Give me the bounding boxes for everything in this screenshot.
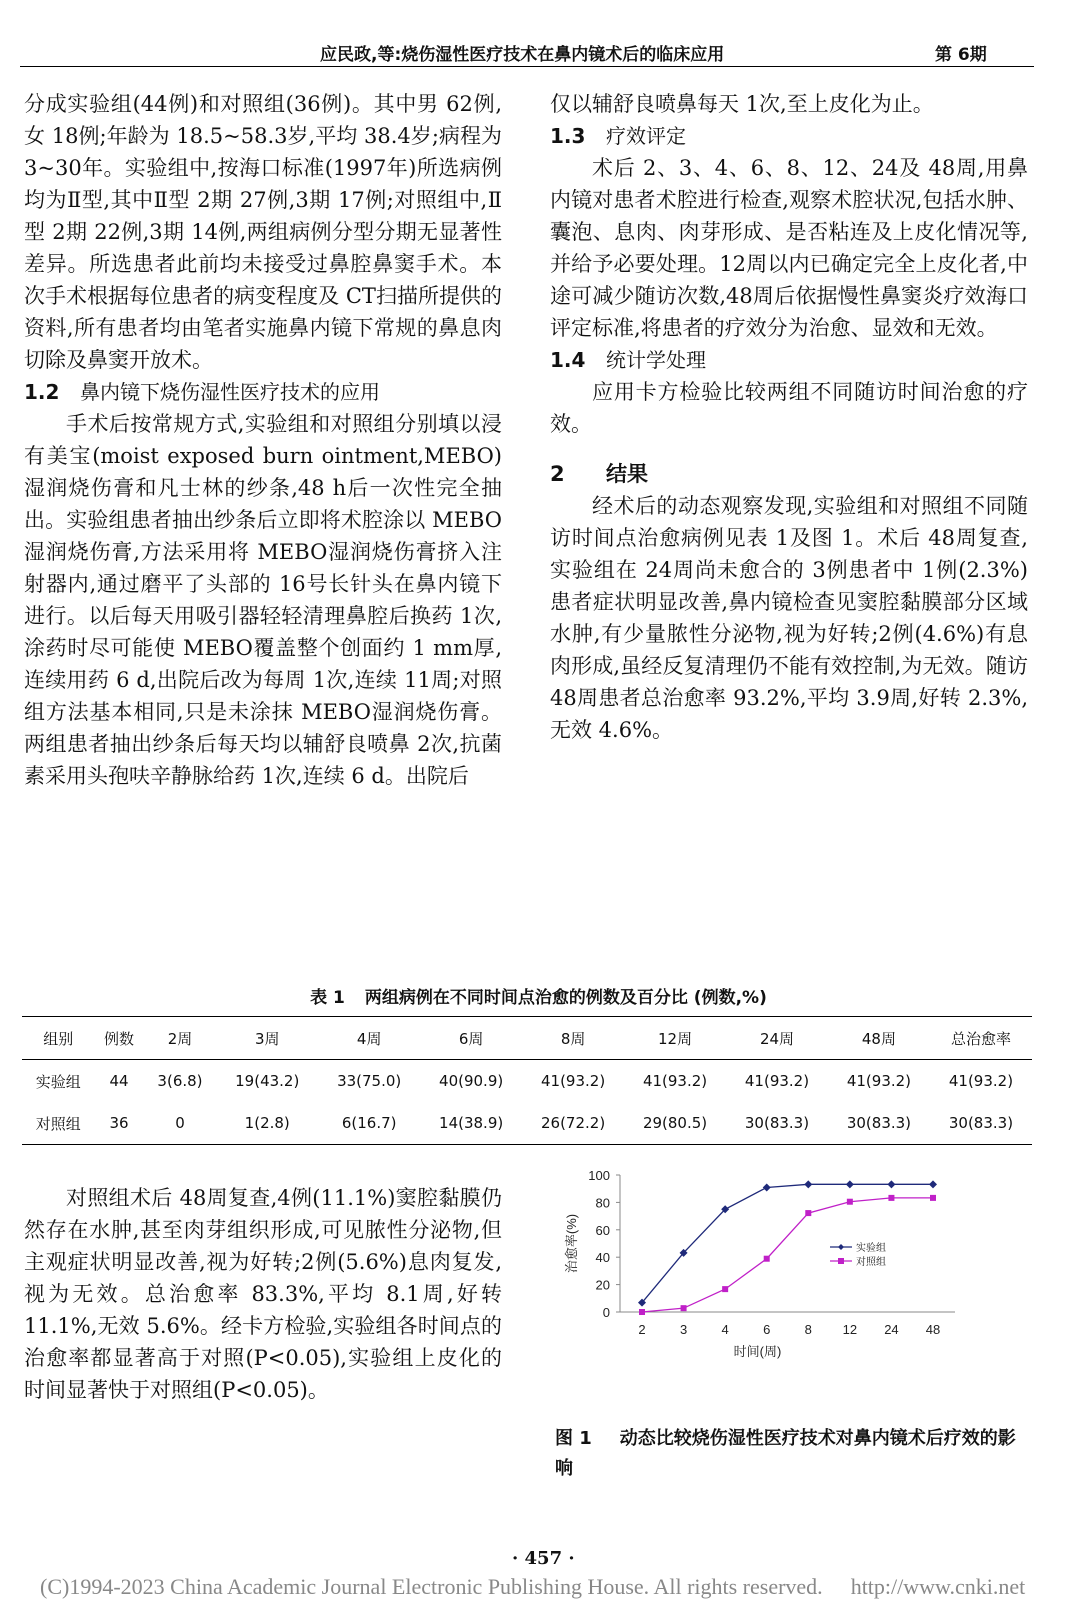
table-caption-text: 两组病例在不同时间点治愈的例数及百分比 (例数,%)	[364, 988, 767, 1008]
section-title: 结果	[606, 462, 648, 486]
column-header: 3周	[216, 1017, 318, 1060]
table-cell: 30(83.3)	[930, 1102, 1032, 1145]
table-cell: 41(93.2)	[846, 1072, 912, 1090]
series-line-control	[642, 1198, 933, 1312]
running-header-title: 应民政,等:烧伤湿性医疗技术在鼻内镜术后的临床应用	[320, 45, 725, 65]
section-1-3-heading	[550, 120, 1028, 152]
legend-marker	[838, 1258, 844, 1264]
cnki-url: http://www.cnki.net	[850, 1574, 1026, 1599]
y-tick-label: 100	[588, 1168, 610, 1183]
table-cell: 36	[94, 1102, 143, 1145]
section-title: 疗效评定	[606, 124, 686, 148]
table-label: 表 1	[310, 988, 345, 1008]
issue-number: 第 6期	[935, 45, 987, 65]
column-header: 4周	[318, 1017, 420, 1060]
legend-label: 实验组	[856, 1243, 886, 1254]
legend-marker	[838, 1244, 844, 1250]
table-cell: 0	[144, 1102, 217, 1145]
paragraph-control-results: 对照组术后 48周复查,4例(11.1%)窦腔黏膜仍然存在水肿,甚至肉芽组织形成,可见脓性分泌物,但主观症状明显改善,视为好转;2例(5.6%)息肉复发,视为无效。总治愈率 83.3%,平均 8.1周,好转 11.1%,无效 5.6%。经卡方检验,实验组各时间点的治愈率都显著高于对照(P<0.05),实验组上皮化的时间显著快于对照组(P<0.05)。	[24, 1186, 502, 1402]
data-point	[930, 1195, 936, 1201]
paragraph-evaluation: 术后 2、3、4、6、8、12、24及 48周,用鼻内镜对患者术腔进行检查,观察术腔状况,包括水肿、囊泡、息肉、肉芽形成、是否粘连及上皮化情况等,并给予必要处理。12周以内已确定完全上皮化者,中途可减少随访次数,48周后依据慢性鼻窦炎疗效海口评定标准,将患者的疗效分为治愈、显效和无效。	[550, 156, 1028, 340]
column-header: 例数	[94, 1017, 143, 1060]
x-tick-label: 3	[679, 1322, 688, 1337]
table-cell: 对照组	[22, 1102, 94, 1145]
copyright-text: (C)1994-2023 China Academic Journal Electronic Publishing House. All rights reserved.	[40, 1574, 823, 1599]
results-table	[22, 1016, 1032, 1145]
section-title: 鼻内镜下烧伤湿性医疗技术的应用	[80, 380, 380, 404]
section-number: 2	[550, 462, 565, 486]
table-cell: 实验组	[35, 1072, 81, 1091]
figure-label: 图 1	[555, 1428, 592, 1449]
section-1-2-heading	[24, 376, 502, 408]
left-column-bottom	[24, 1182, 502, 1406]
table-cell: 1(2.8)	[216, 1102, 318, 1145]
column-header: 总治愈率	[930, 1017, 1032, 1060]
data-point	[888, 1195, 894, 1201]
section-number: 1.4	[550, 348, 586, 372]
copyright-notice	[40, 1574, 1025, 1600]
table-cell: 29(80.5)	[624, 1102, 726, 1145]
paragraph-statistics: 应用卡方检验比较两组不同随访时间治愈的疗效。	[550, 380, 1028, 436]
legend-label: 对照组	[856, 1257, 886, 1268]
column-header: 24周	[726, 1017, 828, 1060]
column-header: 6周	[420, 1017, 522, 1060]
y-axis-title: 治愈率(%)	[564, 1213, 579, 1274]
y-tick-label: 40	[595, 1250, 610, 1266]
column-header: 组别	[22, 1017, 94, 1060]
x-tick-label: 6	[763, 1322, 771, 1337]
table-cell: 19(43.2)	[235, 1072, 300, 1090]
data-point	[681, 1305, 687, 1311]
section-2-heading	[550, 458, 1028, 490]
section-title: 统计学处理	[606, 348, 706, 372]
header-rule	[20, 66, 1034, 67]
data-point	[805, 1210, 811, 1216]
table-cell: 41(93.2)	[540, 1072, 606, 1090]
y-tick-label: 0	[602, 1305, 610, 1320]
paragraph-patients: 分成实验组(44例)和对照组(36例)。其中男 62例,女 18例;年龄为 18.5~58.3岁,平均 38.4岁;病程为 3~30年。实验组中,按海口标准(1997年)所选病例均为Ⅱ型,其中Ⅱ型 2期 27例,3期 17例;对照组中,Ⅱ型 2期 22例,3期 14例,两组病例分型分期无显著性差异。所选患者此前均未接受过鼻腔鼻窦手术。本次手术根据每位患者的病变程度及 CT扫描所提供的资料,所有患者均由笔者实施鼻内镜下常规的鼻息肉切除及鼻窦开放术。	[24, 92, 502, 372]
data-point	[929, 1180, 937, 1188]
y-tick-label: 20	[595, 1277, 610, 1293]
paragraph-continuation: 仅以辅舒良喷鼻每天 1次,至上皮化为止。	[550, 92, 934, 116]
x-tick-label: 8	[804, 1322, 812, 1337]
table-cell: 41(93.2)	[642, 1072, 708, 1090]
column-header: 8周	[522, 1017, 624, 1060]
data-point	[763, 1183, 771, 1191]
y-tick-label: 60	[595, 1222, 610, 1238]
table-cell: 30(83.3)	[726, 1102, 828, 1145]
table-cell: 3(6.8)	[157, 1072, 203, 1090]
data-point	[764, 1256, 770, 1262]
table-cell: 33(75.0)	[337, 1072, 402, 1090]
data-point	[722, 1286, 728, 1292]
data-point	[846, 1180, 854, 1188]
x-tick-label: 12	[842, 1322, 858, 1337]
table-cell: 14(38.9)	[420, 1102, 522, 1145]
data-point	[639, 1309, 645, 1315]
figure-caption	[555, 1424, 1025, 1484]
section-number: 1.3	[550, 124, 586, 148]
table-cell: 30(83.3)	[828, 1102, 930, 1145]
cure-rate-line-chart	[560, 1165, 960, 1390]
column-header: 2周	[144, 1017, 217, 1060]
section-1-4-heading	[550, 344, 1028, 376]
table-row	[22, 1102, 1032, 1145]
table-cell: 40(90.9)	[439, 1072, 504, 1090]
x-tick-label: 2	[638, 1322, 646, 1337]
y-tick-label: 80	[595, 1195, 610, 1211]
table-cell: 41(93.2)	[948, 1072, 1014, 1090]
x-tick-label: 24	[884, 1322, 899, 1337]
series-line-experimental	[642, 1184, 933, 1302]
table-row	[22, 1060, 1032, 1103]
paragraph-results: 经术后的动态观察发现,实验组和对照组不同随访时间点治愈病例见表 1及图 1。术后 48周复查,实验组在 24周尚未愈合的 3例患者中 1例(2.3%)患者症状明显改善,鼻内镜检查见窦腔黏膜部分区域水肿,有少量脓性分泌物,视为好转;2例(4.6%)有息肉形成,虽经反复清理仍不能有效控制,为无效。随访 48周患者总治愈率 93.2%,平均 3.9周,好转 2.3%,无效 4.6%。	[550, 494, 1028, 742]
x-axis-title: 时间(周)	[733, 1344, 782, 1359]
page-number: · 457 ·	[512, 1548, 575, 1569]
figure-caption-text: 动态比较烧伤湿性医疗技术对鼻内镜术后疗效的影响	[555, 1428, 1016, 1479]
section-number: 1.2	[24, 380, 60, 404]
table-cell: 26(72.2)	[522, 1102, 624, 1145]
right-column-top	[550, 88, 1028, 746]
data-point	[847, 1199, 853, 1205]
column-header: 48周	[828, 1017, 930, 1060]
data-point	[804, 1180, 812, 1188]
data-point	[887, 1180, 895, 1188]
column-header: 12周	[624, 1017, 726, 1060]
table-cell: 41(93.2)	[744, 1072, 810, 1090]
table-header-row	[22, 1017, 1032, 1060]
table-cell: 44	[109, 1072, 129, 1090]
paragraph-method: 手术后按常规方式,实验组和对照组分别填以浸有美宝(moist exposed burn ointment,MEBO)湿润烧伤膏和凡士林的纱条,48 h后一次性完全抽出。实验组患者抽出纱条后立即将术腔涂以 MEBO湿润烧伤膏,方法采用将 MEBO湿润烧伤膏挤入注射器内,通过磨平了头部的 16号长针头在鼻内镜下进行。以后每天用吸引器轻轻清理鼻腔后换药 1次,涂药时尽可能使 MEBO覆盖整个创面约 1 mm厚,连续用药 6 d,出院后改为每周 1次,连续 11周;对照组方法基本相同,只是未涂抹 MEBO湿润烧伤膏。两组患者抽出纱条后每天均以辅舒良喷鼻 2次,抗菌素采用头孢呋辛静脉给药 1次,连续 6 d。出院后	[24, 412, 502, 788]
table-cell: 6(16.7)	[318, 1102, 420, 1145]
x-tick-label: 4	[721, 1322, 729, 1337]
left-column-top	[24, 88, 502, 792]
table-caption	[0, 983, 1077, 1008]
x-tick-label: 48	[925, 1322, 941, 1337]
